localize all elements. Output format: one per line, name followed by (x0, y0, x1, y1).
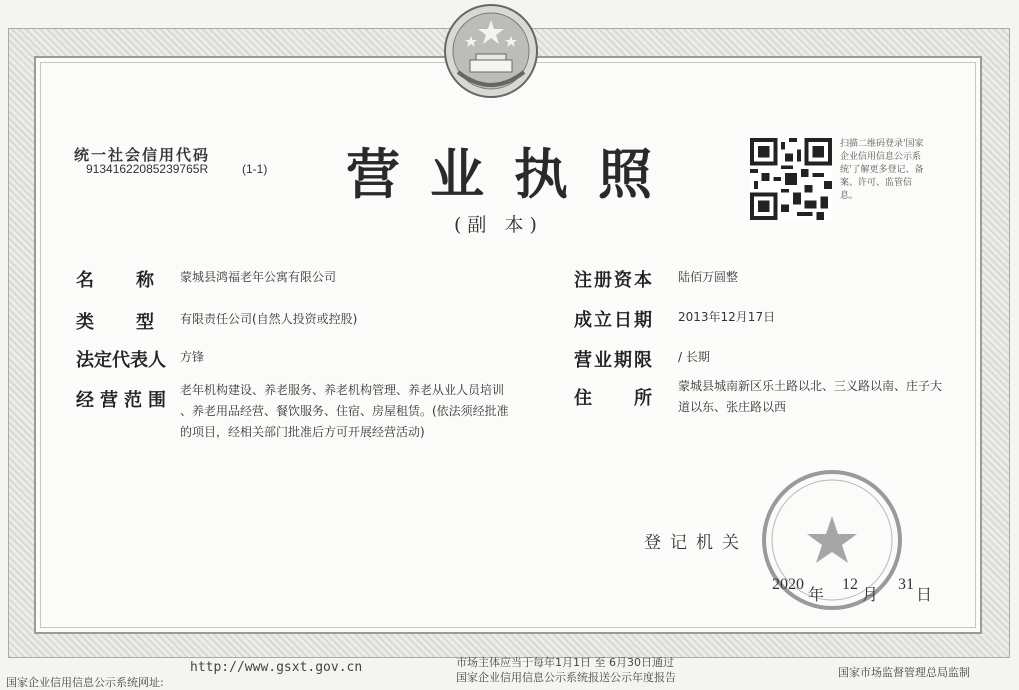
legal-rep-value: 方锋 (180, 350, 205, 364)
national-emblem-icon (438, 2, 544, 100)
business-scope-line: 的项目，经相关部门批准后方可开展经营活动) (180, 425, 425, 439)
address-line: 道以东、张庄路以西 (678, 400, 787, 414)
footer-url: http://www.gsxt.gov.cn (190, 660, 363, 675)
qr-instructions: 扫描二维码登录'国家企业信用信息公示系统'了解更多登记、备案、许可、监管信息。 (840, 139, 924, 201)
founding-date-label: 成立日期 (574, 310, 654, 331)
issue-year-unit: 年 (808, 587, 825, 604)
footer-issuer: 国家市场监督管理总局监制 (838, 666, 970, 679)
issue-day: 31 (898, 576, 914, 593)
issue-year: 2020 (772, 576, 804, 593)
issue-month-unit: 月 (862, 587, 879, 604)
name-value: 蒙城县鸿福老年公寓有限公司 (180, 270, 337, 284)
legal-rep-label: 法定代表人 (76, 350, 166, 371)
address-label: 住 所 (574, 388, 654, 409)
qr-code-icon (750, 138, 832, 220)
address-value (678, 376, 942, 418)
business-term-label: 营业期限 (574, 350, 654, 371)
business-scope-value (180, 380, 509, 443)
issue-month: 12 (842, 576, 858, 593)
business-scope-label: 经营范围 (76, 390, 172, 411)
page-subtitle: (副 本) (454, 214, 543, 236)
copy-number: (1-1) (242, 162, 268, 176)
founding-date-value: 2013年12月17日 (678, 310, 776, 324)
name-label: 名 称 (76, 270, 156, 291)
credit-code-value: 91341622085239765R (86, 162, 209, 176)
type-value: 有限责任公司(自然人投资或控股) (180, 312, 358, 326)
credit-code-label: 统一社会信用代码 (74, 146, 211, 164)
page-title: 营业执照 (346, 142, 682, 206)
footer-notice-line1: 市场主体应当于每年1月1日 至 6月30日通过 (456, 656, 674, 669)
registrar-label: 登记机关 (644, 533, 748, 553)
type-label: 类 型 (76, 312, 156, 333)
business-scope-line: 老年机构建设、养老服务、养老机构管理、养老从业人员培训 (180, 383, 505, 397)
business-term-value: / 长期 (678, 350, 710, 364)
footer-notice-line2: 国家企业信用信息公示系统报送公示年度报告 (456, 671, 676, 684)
footer-system-label: 国家企业信用信息公示系统网址: (6, 676, 164, 689)
issue-day-unit: 日 (916, 587, 933, 604)
address-line: 蒙城县城南新区乐土路以北、三义路以南、庄子大 (678, 379, 943, 393)
business-scope-line: 、养老用品经营、餐饮服务、住宿、房屋租赁。(依法须经批准 (180, 404, 509, 418)
capital-value: 陆佰万圆整 (678, 270, 739, 284)
capital-label: 注册资本 (574, 270, 654, 291)
